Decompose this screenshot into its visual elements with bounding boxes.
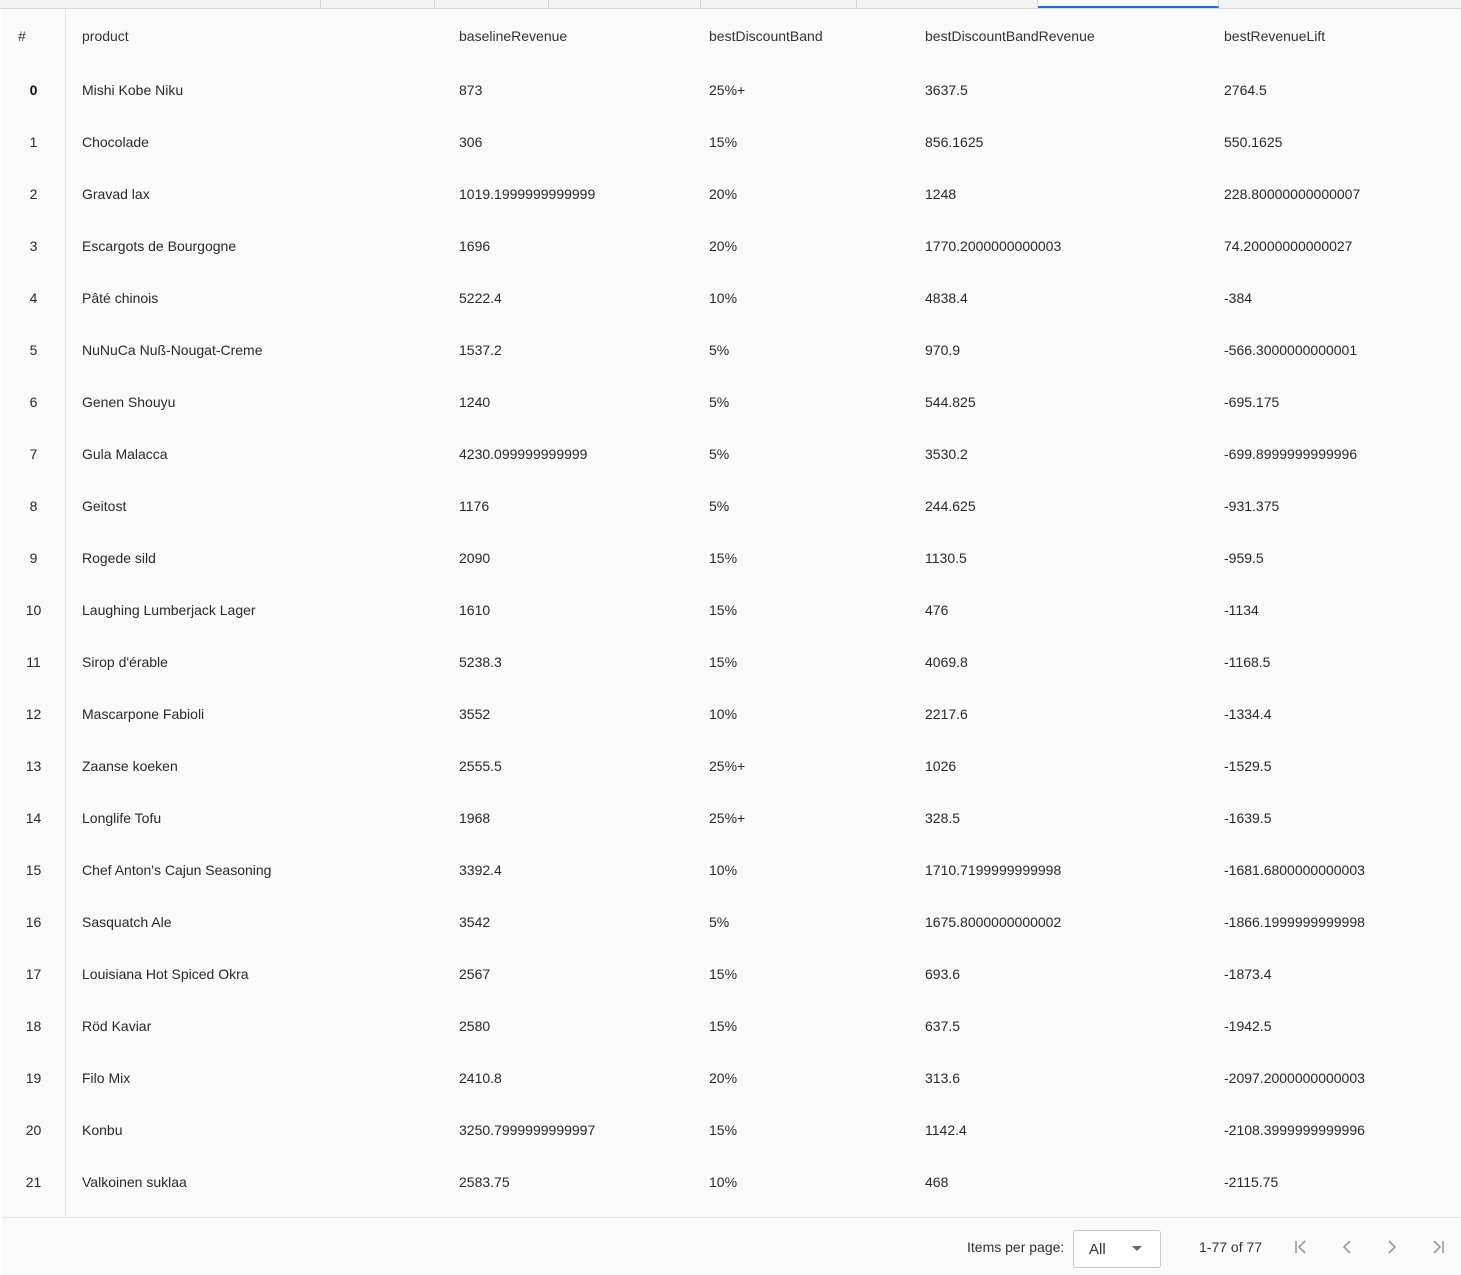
best-discount-band-revenue-cell: 1710.7199999999998 — [925, 862, 1062, 878]
first-page-button[interactable] — [1292, 1238, 1310, 1256]
tab[interactable] — [0, 0, 321, 8]
best-discount-band-revenue-cell: 3530.2 — [925, 446, 968, 462]
best-discount-band-cell: 15% — [709, 1122, 738, 1138]
baseline-revenue-cell: 2090 — [459, 550, 491, 566]
best-revenue-lift-cell: -1168.5 — [1224, 654, 1271, 670]
next-page-button[interactable] — [1383, 1238, 1401, 1256]
best-discount-band-revenue-cell: 313.6 — [925, 1070, 961, 1086]
best-discount-band-revenue-cell: 970.9 — [925, 342, 961, 358]
best-revenue-lift-cell: -384 — [1224, 290, 1253, 306]
row-index-cell: 10 — [25, 602, 42, 618]
baseline-revenue-cell: 1019.1999999999999 — [459, 186, 596, 202]
best-revenue-lift-cell: -2097.2000000000003 — [1224, 1070, 1365, 1086]
best-discount-band-cell: 20% — [709, 238, 738, 254]
row-index-cell: 18 — [25, 1018, 42, 1034]
table-row[interactable] — [2, 64, 1461, 116]
best-discount-band-cell: 15% — [709, 550, 738, 566]
best-revenue-lift-cell: -1639.5 — [1224, 810, 1272, 826]
row-index-cell: 4 — [29, 290, 38, 306]
row-index-cell: 20 — [25, 1122, 42, 1138]
column-header-index[interactable]: # — [18, 28, 26, 44]
product-cell: Röd Kaviar — [82, 1018, 152, 1034]
tab-strip — [0, 0, 1461, 9]
baseline-revenue-cell: 3392.4 — [459, 862, 502, 878]
best-discount-band-revenue-cell: 476 — [925, 602, 949, 618]
best-revenue-lift-cell: -2108.3999999999996 — [1224, 1122, 1365, 1138]
table-row[interactable] — [2, 740, 1461, 792]
product-cell: Louisiana Hot Spiced Okra — [82, 966, 249, 982]
baseline-revenue-cell: 3542 — [459, 914, 491, 930]
row-index-cell: 1 — [29, 134, 38, 150]
row-index-cell: 15 — [25, 862, 42, 878]
last-page-icon — [1429, 1238, 1447, 1256]
best-revenue-lift-cell: -699.8999999999996 — [1224, 446, 1358, 462]
items-per-page-select[interactable] — [1073, 1230, 1161, 1268]
product-cell: NuNuCa Nuß-Nougat-Creme — [82, 342, 263, 358]
best-discount-band-revenue-cell: 637.5 — [925, 1018, 961, 1034]
items-per-page-value: All — [1089, 1240, 1106, 1258]
best-discount-band-cell: 5% — [709, 914, 730, 930]
row-index-cell: 8 — [29, 498, 38, 514]
best-discount-band-cell: 5% — [709, 342, 730, 358]
best-discount-band-revenue-cell: 1130.5 — [925, 550, 967, 566]
row-index-cell: 17 — [25, 966, 42, 982]
best-revenue-lift-cell: -2115.75 — [1224, 1174, 1279, 1190]
best-discount-band-cell: 20% — [709, 186, 738, 202]
best-discount-band-cell: 5% — [709, 446, 730, 462]
column-header-baseline-revenue[interactable]: baselineRevenue — [459, 28, 568, 44]
baseline-revenue-cell: 2410.8 — [459, 1070, 502, 1086]
baseline-revenue-cell: 2555.5 — [459, 758, 502, 774]
product-cell: Mascarpone Fabioli — [82, 706, 205, 722]
baseline-revenue-cell: 1610 — [459, 602, 491, 618]
table-row[interactable] — [2, 584, 1461, 636]
product-cell: Konbu — [82, 1122, 123, 1138]
best-discount-band-cell: 10% — [709, 706, 738, 722]
baseline-revenue-cell: 5222.4 — [459, 290, 502, 306]
row-index-cell: 12 — [25, 706, 42, 722]
product-cell: Laughing Lumberjack Lager — [82, 602, 256, 618]
product-cell: Chef Anton's Cajun Seasoning — [82, 862, 272, 878]
baseline-revenue-cell: 873 — [459, 82, 483, 98]
pagination-bar — [2, 1217, 1461, 1275]
best-revenue-lift-cell: -566.3000000000001 — [1224, 342, 1358, 358]
best-revenue-lift-cell: -1134 — [1224, 602, 1259, 618]
table-row[interactable] — [2, 532, 1461, 584]
table-row[interactable] — [2, 896, 1461, 948]
best-revenue-lift-cell: -695.175 — [1224, 394, 1280, 410]
product-cell: Gula Malacca — [82, 446, 168, 462]
table-row[interactable] — [2, 220, 1461, 272]
table-header-row — [2, 9, 1461, 63]
best-discount-band-cell: 25%+ — [709, 810, 746, 826]
table-row[interactable] — [2, 1104, 1461, 1156]
best-discount-band-revenue-cell: 1770.2000000000003 — [925, 238, 1062, 254]
best-discount-band-revenue-cell: 1675.8000000000002 — [925, 914, 1062, 930]
product-cell: Valkoinen suklaa — [82, 1174, 187, 1190]
table-row[interactable] — [2, 376, 1461, 428]
best-discount-band-cell: 15% — [709, 134, 738, 150]
table-row[interactable] — [2, 168, 1461, 220]
table-row[interactable] — [2, 948, 1461, 1000]
row-index-cell: 6 — [29, 394, 38, 410]
product-cell: Zaanse koeken — [82, 758, 178, 774]
data-table — [2, 9, 1461, 1217]
last-page-button[interactable] — [1429, 1238, 1447, 1256]
best-discount-band-revenue-cell: 244.625 — [925, 498, 976, 514]
best-discount-band-cell: 15% — [709, 1018, 738, 1034]
column-header-best-discount-band[interactable]: bestDiscountBand — [709, 28, 823, 44]
table-row[interactable] — [2, 480, 1461, 532]
best-discount-band-cell: 10% — [709, 290, 738, 306]
table-row[interactable] — [2, 636, 1461, 688]
best-discount-band-revenue-cell: 693.6 — [925, 966, 961, 982]
page-range-label: 1-77 of 77 — [1199, 1238, 1263, 1255]
caret-down-icon — [1132, 1246, 1142, 1251]
best-revenue-lift-cell: 550.1625 — [1224, 134, 1283, 150]
best-discount-band-revenue-cell: 328.5 — [925, 810, 961, 826]
best-discount-band-revenue-cell: 1248 — [925, 186, 957, 202]
product-cell: Sasquatch Ale — [82, 914, 172, 930]
best-discount-band-cell: 20% — [709, 1070, 738, 1086]
product-cell: Longlife Tofu — [82, 810, 162, 826]
first-page-icon — [1292, 1238, 1310, 1256]
row-index-cell: 13 — [25, 758, 42, 774]
row-index-cell: 11 — [26, 654, 41, 670]
best-discount-band-revenue-cell: 2217.6 — [925, 706, 968, 722]
baseline-revenue-cell: 3250.7999999999997 — [459, 1122, 596, 1138]
table-row[interactable] — [2, 116, 1461, 168]
row-index-cell: 3 — [29, 238, 38, 254]
table-row[interactable] — [2, 1156, 1461, 1208]
tab[interactable] — [857, 0, 1038, 8]
best-discount-band-cell: 15% — [709, 602, 738, 618]
best-discount-band-cell: 10% — [709, 1174, 738, 1190]
table-row[interactable] — [2, 844, 1461, 896]
row-index-cell: 5 — [29, 342, 38, 358]
best-discount-band-cell: 5% — [709, 498, 730, 514]
product-cell: Sirop d'érable — [82, 654, 168, 670]
best-discount-band-cell: 15% — [709, 966, 738, 982]
baseline-revenue-cell: 2567 — [459, 966, 491, 982]
baseline-revenue-cell: 2580 — [459, 1018, 491, 1034]
table-row[interactable] — [2, 688, 1461, 740]
product-cell: Gravad lax — [82, 186, 150, 202]
table-row[interactable] — [2, 324, 1461, 376]
best-revenue-lift-cell: -1873.4 — [1224, 966, 1272, 982]
best-discount-band-cell: 25%+ — [709, 82, 746, 98]
best-revenue-lift-cell: 228.80000000000007 — [1224, 186, 1361, 202]
best-discount-band-revenue-cell: 856.1625 — [925, 134, 984, 150]
product-cell: Filo Mix — [82, 1070, 131, 1086]
baseline-revenue-cell: 306 — [459, 134, 483, 150]
column-header-product[interactable]: product — [82, 28, 129, 44]
row-index-cell: 19 — [25, 1070, 42, 1086]
product-cell: Mishi Kobe Niku — [82, 82, 184, 98]
product-cell: Escargots de Bourgogne — [82, 238, 237, 254]
best-discount-band-revenue-cell: 3637.5 — [925, 82, 968, 98]
table-row[interactable] — [2, 272, 1461, 324]
tab[interactable] — [549, 0, 701, 8]
best-discount-band-cell: 10% — [709, 862, 738, 878]
tab[interactable] — [435, 0, 549, 8]
best-discount-band-revenue-cell: 544.825 — [925, 394, 976, 410]
baseline-revenue-cell: 1968 — [459, 810, 491, 826]
best-revenue-lift-cell: -1334.4 — [1224, 706, 1272, 722]
best-discount-band-revenue-cell: 1026 — [925, 758, 957, 774]
tab[interactable] — [321, 0, 435, 8]
items-per-page-label: Items per page: — [967, 1238, 1065, 1255]
product-cell: Pâté chinois — [82, 290, 159, 306]
row-index-cell: 21 — [25, 1174, 42, 1190]
baseline-revenue-cell: 3552 — [459, 706, 491, 722]
baseline-revenue-cell: 1537.2 — [459, 342, 502, 358]
best-revenue-lift-cell: 2764.5 — [1224, 82, 1267, 98]
previous-page-button[interactable] — [1338, 1238, 1356, 1256]
table-row[interactable] — [2, 428, 1461, 480]
baseline-revenue-cell: 1176 — [459, 498, 490, 514]
row-index-cell: 9 — [29, 550, 38, 566]
table-row[interactable] — [2, 792, 1461, 844]
best-revenue-lift-cell: 74.20000000000027 — [1224, 238, 1353, 254]
column-header-best-revenue-lift[interactable]: bestRevenueLift — [1224, 28, 1326, 44]
column-header-best-discount-band-revenue[interactable]: bestDiscountBandRevenue — [925, 28, 1095, 44]
product-cell: Geitost — [82, 498, 127, 514]
best-revenue-lift-cell: -931.375 — [1224, 498, 1280, 514]
best-revenue-lift-cell: -1866.1999999999998 — [1224, 914, 1365, 930]
best-discount-band-revenue-cell: 1142.4 — [925, 1122, 967, 1138]
best-discount-band-cell: 5% — [709, 394, 730, 410]
chevron-right-icon — [1383, 1238, 1401, 1256]
best-discount-band-revenue-cell: 468 — [925, 1174, 949, 1190]
best-discount-band-cell: 15% — [709, 654, 738, 670]
table-row[interactable] — [2, 1000, 1461, 1052]
baseline-revenue-cell: 5238.3 — [459, 654, 502, 670]
best-discount-band-cell: 25%+ — [709, 758, 746, 774]
best-discount-band-revenue-cell: 4069.8 — [925, 654, 968, 670]
best-revenue-lift-cell: -1681.6800000000003 — [1224, 862, 1365, 878]
product-cell: Rogede sild — [82, 550, 156, 566]
baseline-revenue-cell: 2583.75 — [459, 1174, 510, 1190]
product-cell: Chocolade — [82, 134, 149, 150]
baseline-revenue-cell: 1696 — [459, 238, 491, 254]
best-revenue-lift-cell: -1942.5 — [1224, 1018, 1272, 1034]
row-index-cell: 2 — [29, 186, 38, 202]
tab[interactable] — [701, 0, 857, 8]
product-cell: Genen Shouyu — [82, 394, 176, 410]
chevron-left-icon — [1338, 1238, 1356, 1256]
best-revenue-lift-cell: -959.5 — [1224, 550, 1264, 566]
table-row[interactable] — [2, 1052, 1461, 1104]
row-index-cell: 14 — [25, 810, 42, 826]
best-revenue-lift-cell: -1529.5 — [1224, 758, 1272, 774]
best-discount-band-revenue-cell: 4838.4 — [925, 290, 968, 306]
tab-active[interactable] — [1038, 0, 1219, 8]
baseline-revenue-cell: 4230.099999999999 — [459, 446, 588, 462]
row-index-cell: 16 — [25, 914, 42, 930]
row-index-cell: 0 — [29, 82, 38, 98]
baseline-revenue-cell: 1240 — [459, 394, 491, 410]
row-index-cell: 7 — [29, 446, 38, 462]
